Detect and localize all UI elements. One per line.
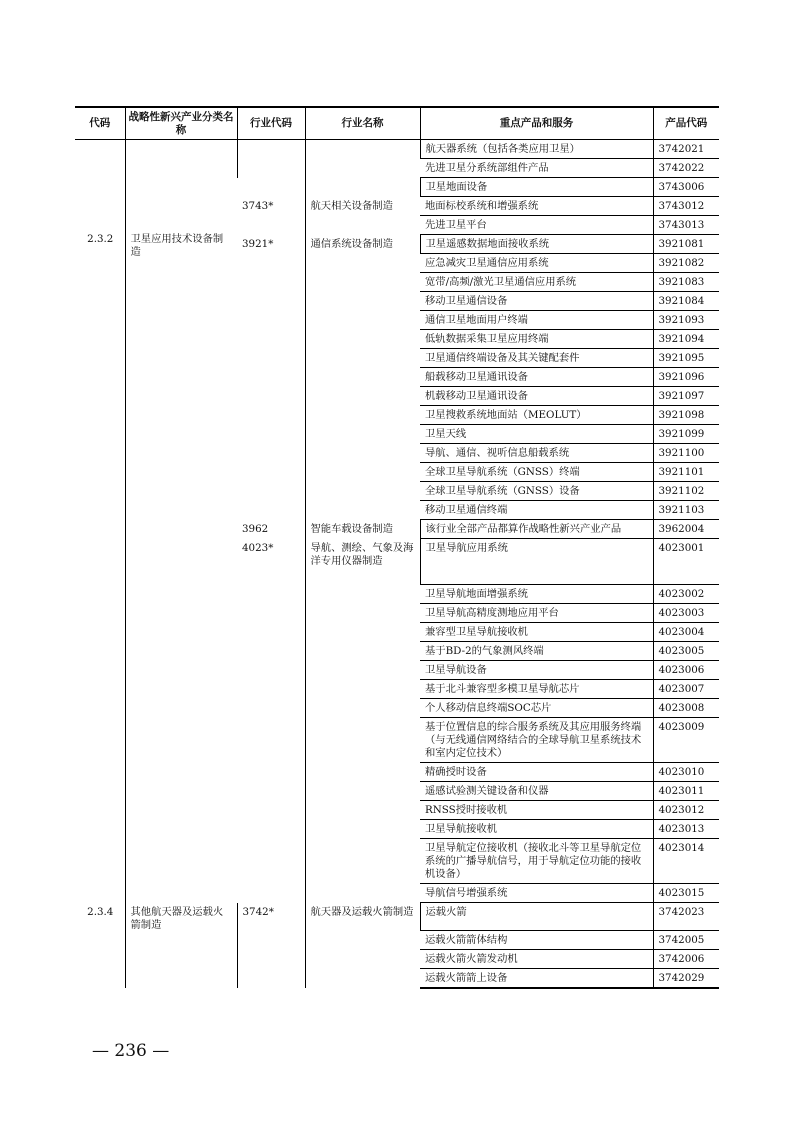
industry-name: 航天器及运载火箭制造 xyxy=(305,903,420,989)
header-category: 战略性新兴产业分类名称 xyxy=(125,107,237,140)
product-code: 3921082 xyxy=(653,254,719,273)
industry-code: 3742* xyxy=(237,903,305,989)
product-name: 遥感试验测关键设备和仪器 xyxy=(420,782,653,801)
product-code: 3742023 xyxy=(653,903,719,931)
section-code: 2.3.4 xyxy=(87,905,114,918)
product-name: 卫星导航高精度测地应用平台 xyxy=(420,604,653,623)
header-industry-code: 行业代码 xyxy=(237,107,305,140)
header-products: 重点产品和服务 xyxy=(420,107,653,140)
product-code: 4023001 xyxy=(653,539,719,585)
product-name: 基于北斗兼容型多模卫星导航芯片 xyxy=(420,680,653,699)
product-code: 4023004 xyxy=(653,623,719,642)
product-code: 3921100 xyxy=(653,444,719,463)
product-name: 导航信号增强系统 xyxy=(420,884,653,903)
page-number: — 236 — xyxy=(92,1041,170,1061)
product-name: 运载火箭火箭发动机 xyxy=(420,950,653,969)
product-name: 通信卫星地面用户终端 xyxy=(420,311,653,330)
product-name: 该行业全部产品都算作战略性新兴产业产品 xyxy=(420,520,653,539)
product-name: 个人移动信息终端SOC芯片 xyxy=(420,699,653,718)
product-code: 3921103 xyxy=(653,501,719,520)
industry-product-table-container xyxy=(75,106,719,989)
section-name: 卫星应用技术设备制造 xyxy=(125,140,237,903)
industry-name: 智能车载设备制造 xyxy=(305,520,420,539)
product-code: 4023012 xyxy=(653,801,719,820)
industry-name: 航天相关设备制造 xyxy=(305,178,420,235)
product-code: 3921081 xyxy=(653,235,719,254)
product-code: 3921084 xyxy=(653,292,719,311)
product-code: 3962004 xyxy=(653,520,719,539)
industry-name xyxy=(305,140,420,178)
product-code: 3742021 xyxy=(653,140,719,159)
product-code: 4023011 xyxy=(653,782,719,801)
product-name: 应急减灾卫星通信应用系统 xyxy=(420,254,653,273)
product-code: 3921094 xyxy=(653,330,719,349)
product-name: 地面标校系统和增强系统 xyxy=(420,197,653,216)
product-name: 运载火箭箭体结构 xyxy=(420,931,653,950)
product-name: 航天器系统（包括各类应用卫星） xyxy=(420,140,653,159)
industry-code: 3921* xyxy=(242,237,274,250)
product-code: 3921098 xyxy=(653,406,719,425)
product-code: 3921096 xyxy=(653,368,719,387)
section-name: 其他航天器及运载火箭制造 xyxy=(125,903,237,989)
product-name: 移动卫星通信设备 xyxy=(420,292,653,311)
product-name: 卫星天线 xyxy=(420,425,653,444)
product-code: 4023009 xyxy=(653,718,719,763)
product-code: 3921093 xyxy=(653,311,719,330)
product-name: 卫星导航应用系统 xyxy=(420,539,653,585)
industry-code: 4023* xyxy=(242,541,274,554)
product-code: 3743006 xyxy=(653,178,719,197)
product-code: 4023015 xyxy=(653,884,719,903)
product-name: 兼容型卫星导航接收机 xyxy=(420,623,653,642)
product-name: 全球卫星导航系统（GNSS）终端 xyxy=(420,463,653,482)
table-row xyxy=(75,140,719,159)
product-code: 4023003 xyxy=(653,604,719,623)
product-name: 卫星遥感数据地面接收系统 xyxy=(420,235,653,254)
product-name: 全球卫星导航系统（GNSS）设备 xyxy=(420,482,653,501)
table-body xyxy=(75,140,719,989)
product-code: 4023014 xyxy=(653,839,719,884)
product-code: 3921095 xyxy=(653,349,719,368)
table-row xyxy=(75,903,719,931)
product-code: 4023007 xyxy=(653,680,719,699)
industry-product-table xyxy=(75,106,719,989)
product-name: 机载移动卫星通讯设备 xyxy=(420,387,653,406)
product-code: 3743012 xyxy=(653,197,719,216)
industry-code: 3743* xyxy=(242,200,274,212)
product-code: 4023006 xyxy=(653,661,719,680)
product-name: 卫星地面设备 xyxy=(420,178,653,197)
product-code: 3742006 xyxy=(653,950,719,969)
product-name: RNSS授时接收机 xyxy=(420,801,653,820)
product-name: 卫星导航设备 xyxy=(420,661,653,680)
product-name: 卫星搜救系统地面站（MEOLUT） xyxy=(420,406,653,425)
product-name: 宽带/高频/激光卫星通信应用系统 xyxy=(420,273,653,292)
product-name: 移动卫星通信终端 xyxy=(420,501,653,520)
product-name: 卫星通信终端设备及其关键配套件 xyxy=(420,349,653,368)
product-code: 4023002 xyxy=(653,585,719,604)
product-code: 3742005 xyxy=(653,931,719,950)
product-code: 4023008 xyxy=(653,699,719,718)
product-code: 3742022 xyxy=(653,159,719,178)
product-name: 先进卫星分系统部组件产品 xyxy=(420,159,653,178)
product-code: 3742029 xyxy=(653,969,719,989)
industry-name: 导航、测绘、气象及海洋专用仪器制造 xyxy=(305,539,420,903)
product-name: 基于位置信息的综合服务系统及其应用服务终端（与无线通信网络结合的全球导航卫星系统技术和室内定位技术） xyxy=(420,718,653,763)
table-header-row xyxy=(75,107,719,140)
product-name: 运载火箭 xyxy=(420,903,653,931)
product-name: 基于BD-2的气象测风终端 xyxy=(420,642,653,661)
product-code: 3921097 xyxy=(653,387,719,406)
product-name: 船载移动卫星通讯设备 xyxy=(420,368,653,387)
product-name: 卫星导航接收机 xyxy=(420,820,653,839)
product-code: 3921102 xyxy=(653,482,719,501)
product-code: 3921099 xyxy=(653,425,719,444)
product-code: 4023005 xyxy=(653,642,719,661)
product-name: 导航、通信、视听信息船载系统 xyxy=(420,444,653,463)
industry-name: 通信系统设备制造 xyxy=(305,235,420,520)
product-code: 3921083 xyxy=(653,273,719,292)
section-code: 2.3.2 xyxy=(87,233,114,245)
header-industry-name: 行业名称 xyxy=(305,107,420,140)
product-code: 3921101 xyxy=(653,463,719,482)
product-name: 低轨数据采集卫星应用终端 xyxy=(420,330,653,349)
product-code: 3743013 xyxy=(653,216,719,235)
product-name: 卫星导航定位接收机（接收北斗等卫星导航定位系统的广播导航信号，用于导航定位功能的接收机设备） xyxy=(420,839,653,884)
header-code: 代码 xyxy=(75,107,125,140)
product-name: 卫星导航地面增强系统 xyxy=(420,585,653,604)
industry-code: 3962 xyxy=(242,522,269,535)
product-code: 4023010 xyxy=(653,763,719,782)
product-name: 运载火箭箭上设备 xyxy=(420,969,653,989)
header-product-code: 产品代码 xyxy=(653,107,719,140)
product-name: 精确授时设备 xyxy=(420,763,653,782)
industry-code xyxy=(237,140,305,178)
product-name: 先进卫星平台 xyxy=(420,216,653,235)
product-code: 4023013 xyxy=(653,820,719,839)
